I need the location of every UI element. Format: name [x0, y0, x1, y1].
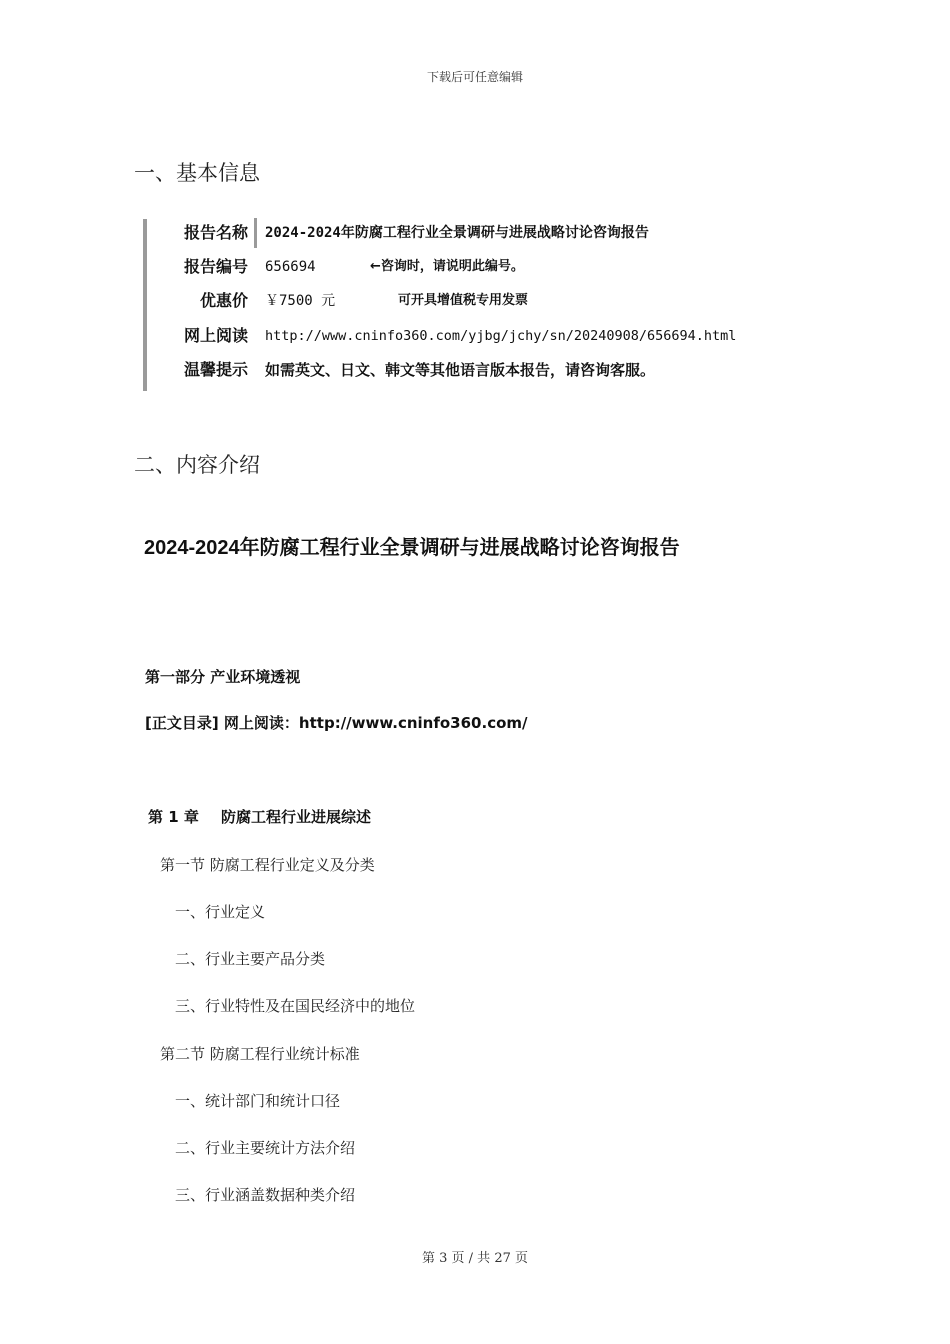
toc-item: 二、行业主要统计方法介绍	[175, 1139, 356, 1157]
info-note-code: ←咨询时，请说明此编号。	[370, 259, 524, 274]
info-note-price: 可开具增值税专用发票	[398, 293, 529, 308]
info-label-price: 优惠价	[199, 291, 248, 310]
toc-item: 一、行业定义	[175, 903, 266, 921]
chapter-number: 第 1 章	[148, 808, 199, 826]
info-value-code: 656694	[265, 259, 316, 275]
info-label-tip: 温馨提示	[183, 360, 248, 379]
info-label-url: 网上阅读	[183, 326, 248, 345]
toc-item: 第一节 防腐工程行业定义及分类	[160, 856, 375, 874]
section-title-basic-info: 一、基本信息	[134, 161, 260, 185]
document-title: 2024-2024年防腐工程行业全景调研与进展战略讨论咨询报告	[144, 537, 680, 559]
toc-item: 一、统计部门和统计口径	[175, 1092, 341, 1110]
page-footer: 第 3 页 / 共 27 页	[422, 1251, 528, 1266]
toc-item: 三、行业特性及在国民经济中的地位	[175, 997, 416, 1015]
info-label-code: 报告编号	[183, 257, 248, 276]
info-link-url[interactable]: http://www.cninfo360.com/yjbg/jchy/sn/20240908/656694.html	[265, 328, 737, 344]
chapter-heading	[148, 806, 371, 827]
toc-item: 二、行业主要产品分类	[175, 950, 326, 968]
section-title-content-intro: 二、内容介绍	[134, 453, 260, 477]
name-divider	[254, 218, 257, 248]
info-block-bar	[143, 219, 147, 391]
chapter-title: 防腐工程行业进展综述	[221, 808, 372, 826]
toc-online-link[interactable]: [正文目录] 网上阅读：http://www.cninfo360.com/	[145, 714, 528, 732]
part-title: 第一部分 产业环境透视	[145, 668, 301, 686]
header-note: 下载后可任意编辑	[426, 70, 523, 84]
info-label-name: 报告名称	[183, 223, 248, 242]
info-value-price: ￥7500 元	[265, 293, 336, 309]
info-value-tip: 如需英文、日文、韩文等其他语言版本报告，请咨询客服。	[265, 361, 656, 379]
toc-item: 三、行业涵盖数据种类介绍	[175, 1186, 356, 1204]
info-value-name: 2024-2024年防腐工程行业全景调研与进展战略讨论咨询报告	[265, 225, 649, 241]
toc-item: 第二节 防腐工程行业统计标准	[160, 1045, 360, 1063]
